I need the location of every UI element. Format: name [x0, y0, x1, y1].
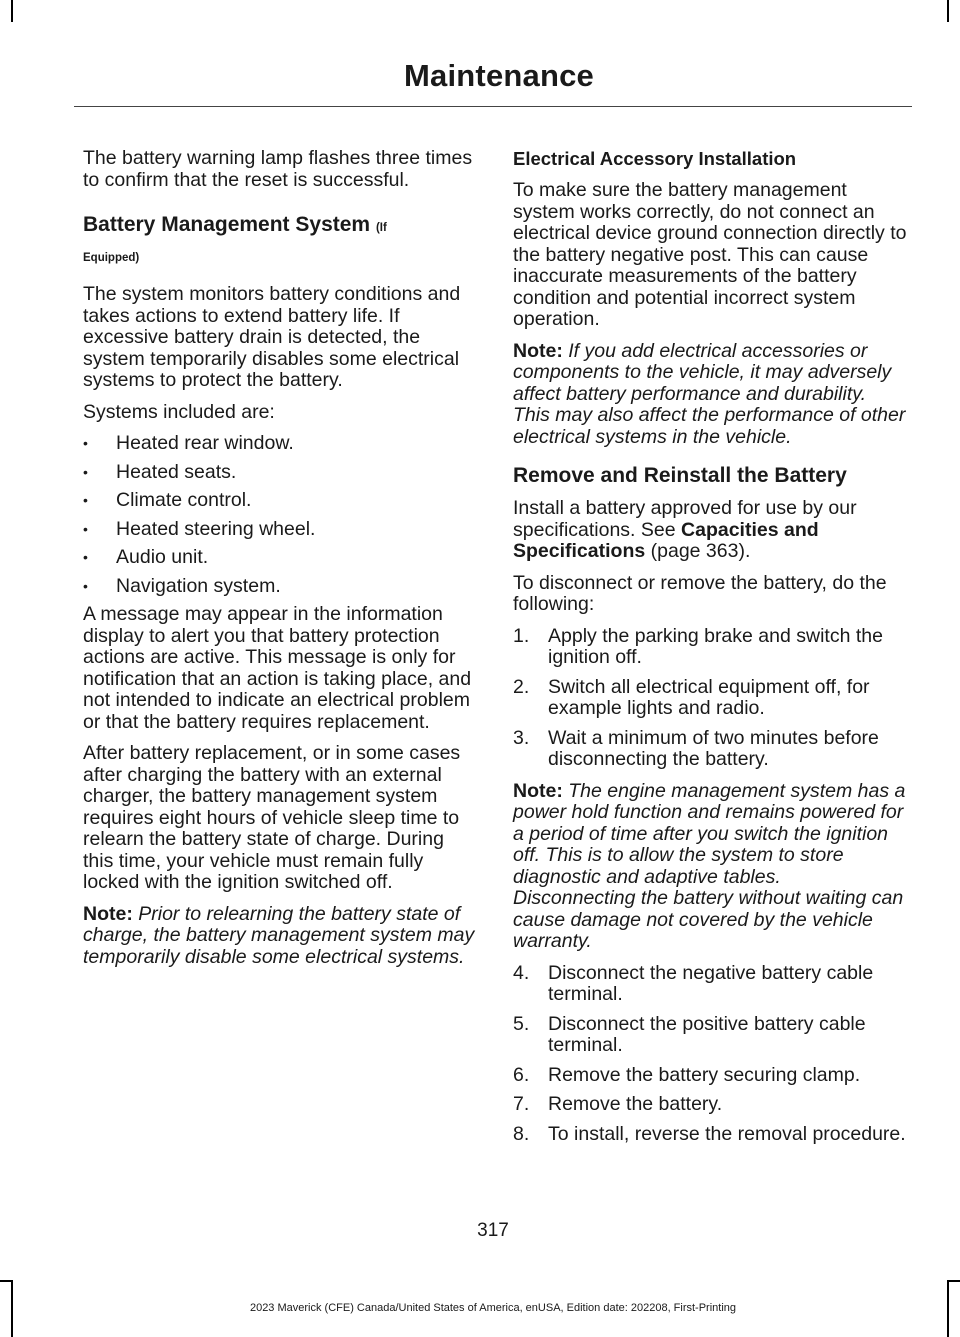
step-text: Apply the parking brake and switch the ignition off.: [548, 624, 883, 668]
list-item: [513, 1014, 907, 1057]
note-text: Prior to relearning the battery state of charge, the battery management system may temporarily disable some electrical systems.: [83, 902, 475, 968]
crop-mark-top-left: [11, 0, 13, 22]
footer-edition: 2023 Maverick (CFE) Canada/United States of America, enUSA, Edition date: 202208, First-Printing: [249, 1302, 737, 1314]
list-item: • Audio unit.: [83, 547, 475, 569]
crop-mark-bottom-right-h: [949, 1280, 960, 1282]
right-column: [513, 148, 907, 1155]
bms-intro: The system monitors battery conditions and takes actions to extend battery life. If excessive battery drain is detected, the system temporarily disables some electrical systems to protect the battery.: [83, 283, 461, 391]
step-text: Remove the battery securing clamp.: [548, 1063, 861, 1086]
list-item: [513, 963, 907, 1006]
list-item: [513, 1094, 907, 1116]
step-text: To install, reverse the removal procedure.: [548, 1122, 906, 1145]
step-number: 4.: [513, 961, 530, 984]
bms-heading: [83, 213, 475, 270]
step-number: 6.: [513, 1063, 530, 1086]
step-number: 1.: [513, 624, 530, 647]
systems-list: [83, 433, 475, 597]
bms-qualifier-a: (If: [375, 222, 387, 234]
power-hold-note: [513, 781, 907, 953]
list-item: • Climate control.: [83, 490, 475, 512]
step-number: 8.: [513, 1122, 530, 1145]
crop-mark-top-right: [947, 0, 949, 22]
steps-list-a: [513, 626, 907, 771]
relearn-note: [83, 904, 475, 969]
list-item: • Heated steering wheel.: [83, 519, 475, 541]
bms-heading-text: Battery Management System: [83, 213, 371, 236]
capacities-link[interactable]: Capacities and Specifications: [513, 518, 819, 562]
note-label: Note:: [83, 902, 133, 925]
systems-label: Systems included are:: [83, 400, 275, 423]
step-number: 5.: [513, 1012, 530, 1035]
crop-mark-bottom-left-h: [0, 1280, 11, 1282]
bms-qualifier-b: Equipped): [83, 252, 140, 264]
list-item: [513, 1124, 907, 1146]
step-text: Disconnect the negative battery cable terminal.: [548, 961, 874, 1005]
note-label: Note:: [513, 779, 563, 802]
relearn-text: After battery replacement, or in some cases after charging the battery with an external charger, the battery management system requires eight hours of vehicle sleep time to relearn the battery state of charge. During this time, your vehicle must remain fully locked with the ignition switched off.: [83, 742, 461, 893]
install-text: [513, 498, 907, 563]
install-text-body: Install a battery approved for use by our specifications. See: [513, 497, 857, 541]
left-column: [83, 148, 475, 978]
list-item: [513, 626, 907, 669]
note-label: Note:: [513, 339, 563, 362]
disconnect-intro: To disconnect or remove the battery, do the following:: [513, 571, 887, 615]
steps-list-b: [513, 963, 907, 1146]
step-text: Disconnect the positive battery cable terminal.: [548, 1012, 866, 1056]
step-text: Wait a minimum of two minutes before disconnecting the battery.: [548, 726, 879, 770]
accessory-note: [513, 341, 907, 449]
xref-page: (page 363).: [650, 540, 751, 562]
remove-reinstall-heading: Remove and Reinstall the Battery: [513, 464, 847, 487]
list-item: • Heated rear window.: [83, 433, 475, 455]
header-divider: [74, 106, 912, 107]
reset-confirmation-text: The battery warning lamp flashes three times to confirm that the reset is successful.: [83, 147, 473, 191]
step-number: 7.: [513, 1093, 530, 1115]
page-number: 317: [477, 1220, 509, 1241]
step-number: 3.: [513, 726, 530, 749]
note-text: The engine management system has a power hold function and remains powered for a period of time after you switch the ignition off. This is to allow the system to store diagnostic and adaptive tables. Disconnecting the battery without waiting can cause damage not covered by the vehicle warranty.: [513, 779, 906, 952]
list-item: [513, 677, 907, 720]
page-title: Maintenance: [404, 58, 594, 93]
accessory-text: To make sure the battery management system works correctly, do not connect an electrical device ground connection directly to the battery negative post. This can cause inaccurate measurements of the battery condition and potential incorrect system operation.: [513, 179, 907, 330]
list-item: • Navigation system.: [83, 576, 475, 598]
list-item: [513, 1065, 907, 1087]
note-text: If you add electrical accessories or components to the vehicle, it may adversely affect battery performance and durability. This may also affect the performance of other electrical systems in the vehicle.: [513, 339, 906, 448]
list-item: [513, 728, 907, 771]
step-text: Switch all electrical equipment off, for example lights and radio.: [548, 675, 870, 719]
step-number: 2.: [513, 675, 530, 698]
list-item: • Heated seats.: [83, 462, 475, 484]
step-text: Remove the battery.: [548, 1093, 723, 1115]
message-text: A message may appear in the information display to alert you that battery protection actions are active. This message is only for notification that an action is taking place, and not intended to indicate an electrical problem or that the battery requires replacement.: [83, 603, 472, 733]
accessory-heading: Electrical Accessory Installation: [513, 148, 797, 169]
